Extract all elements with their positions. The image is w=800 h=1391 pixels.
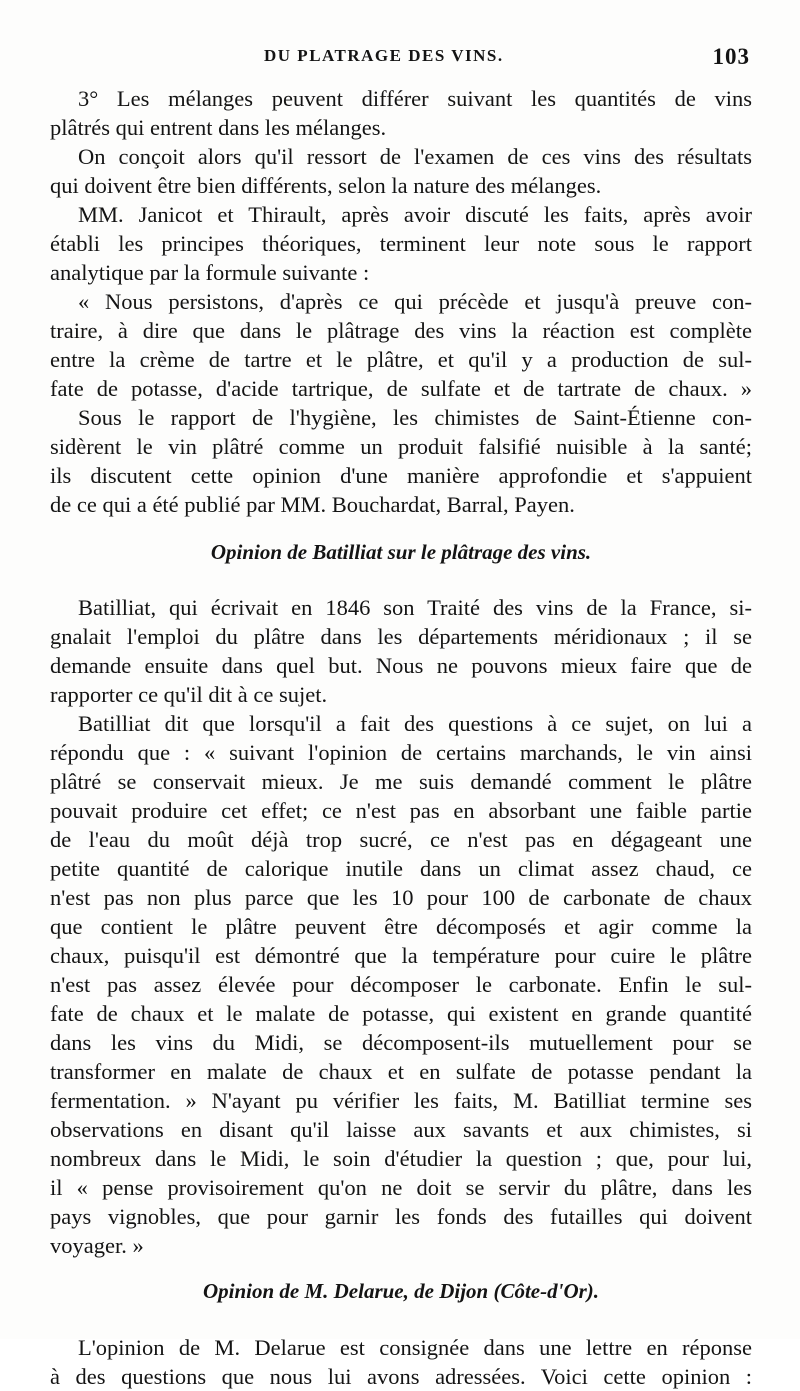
page-header xyxy=(58,46,752,74)
text-line: observations en disant qu'il laisse aux savants et aux chimistes, si xyxy=(50,1117,752,1142)
text-line: L'opinion de M. Delarue est consignée dans une lettre en réponse xyxy=(78,1335,752,1360)
text-line: à des questions que nous lui avons adressées. Voici cette opinion : xyxy=(50,1364,752,1389)
text-line: plâtré se conservait mieux. Je me suis demandé comment le plâtre xyxy=(50,769,752,794)
page-number: 103 xyxy=(712,44,750,69)
section-heading: Opinion de Batilliat sur le plâtrage des vins. xyxy=(210,540,592,564)
text-line: sidèrent le vin plâtré comme un produit falsifié nuisible à la santé; xyxy=(50,434,752,459)
page-body xyxy=(50,84,752,1391)
text-line: n'est pas non plus parce que les 10 pour 100 de carbonate de chaux xyxy=(50,885,752,910)
text-line: Sous le rapport de l'hygiène, les chimistes de Saint-Étienne con- xyxy=(78,405,752,430)
text-line: analytique par la formule suivante : xyxy=(50,260,370,285)
text-line: pays vignobles, que pour garnir les fonds des futailles qui doivent xyxy=(50,1204,752,1229)
text-line: chaux, puisqu'il est démontré que la température pour cuire le plâtre xyxy=(50,943,752,968)
text-line: ils discutent cette opinion d'une manière approfondie et s'appuient xyxy=(50,463,752,488)
text-line: petite quantité de calorique inutile dans un climat assez chaud, ce xyxy=(50,856,752,881)
text-line: 3° Les mélanges peuvent différer suivant les quantités de vins xyxy=(78,86,752,111)
text-line: répondu que : « suivant l'opinion de certains marchands, le vin ainsi xyxy=(50,740,752,765)
text-line: entre la crème de tartre et le plâtre, et qu'il y a production de sul- xyxy=(50,347,752,372)
text-line: nombreux dans le Midi, le soin d'étudier la question ; que, pour lui, xyxy=(50,1146,752,1171)
text-line: rapporter ce qu'il dit à ce sujet. xyxy=(50,682,328,707)
text-line: Batilliat, qui écrivait en 1846 son Traité des vins de la France, si- xyxy=(78,595,752,620)
text-line: dans les vins du Midi, se décomposent-ils mutuellement pour se xyxy=(50,1030,752,1055)
text-line: gnalait l'emploi du plâtre dans les départements méridionaux ; il se xyxy=(50,624,752,649)
text-line: Batilliat dit que lorsqu'il a fait des questions à ce sujet, on lui a xyxy=(78,711,752,736)
text-line: pouvait produire cet effet; ce n'est pas en absorbant une faible partie xyxy=(50,798,752,823)
text-line: fermentation. » N'ayant pu vérifier les faits, M. Batilliat termine ses xyxy=(50,1088,752,1113)
text-line: de ce qui a été publié par MM. Bouchardat, Barral, Payen. xyxy=(50,492,575,517)
text-line: établi les principes théoriques, terminent leur note sous le rapport xyxy=(50,231,752,256)
text-line: de l'eau du moût déjà trop sucré, ce n'est pas en dégageant une xyxy=(50,827,752,852)
text-line: demande ensuite dans quel but. Nous ne pouvons mieux faire que de xyxy=(50,653,752,678)
text-line: transformer en malate de chaux et en sulfate de potasse pendant la xyxy=(50,1059,752,1084)
text-line: il « pense provisoirement qu'on ne doit se servir du plâtre, dans les xyxy=(50,1175,752,1200)
running-title: DU PLATRAGE DES VINS. xyxy=(264,46,504,65)
section-heading: Opinion de M. Delarue, de Dijon (Côte-d'Or). xyxy=(202,1279,600,1303)
text-line: fate de potasse, d'acide tartrique, de sulfate et de tartrate de chaux. » xyxy=(50,376,752,401)
text-line: qui doivent être bien différents, selon la nature des mélanges. xyxy=(50,173,602,198)
text-line: fate de chaux et le malate de potasse, qui existent en grande quantité xyxy=(50,1001,752,1026)
text-line: plâtrés qui entrent dans les mélanges. xyxy=(50,115,387,140)
text-line: que contient le plâtre peuvent être décomposés et agir comme la xyxy=(50,914,752,939)
text-line: voyager. » xyxy=(50,1233,144,1258)
text-line: On conçoit alors qu'il ressort de l'examen de ces vins des résultats xyxy=(78,144,752,169)
text-line: « Nous persistons, d'après ce qui précède et jusqu'à preuve con- xyxy=(78,289,752,314)
text-line: traire, à dire que dans le plâtrage des vins la réaction est complète xyxy=(50,318,752,343)
text-line: MM. Janicot et Thirault, après avoir discuté les faits, après avoir xyxy=(78,202,752,227)
text-line: n'est pas assez élevée pour décomposer le carbonate. Enfin le sul- xyxy=(50,972,752,997)
